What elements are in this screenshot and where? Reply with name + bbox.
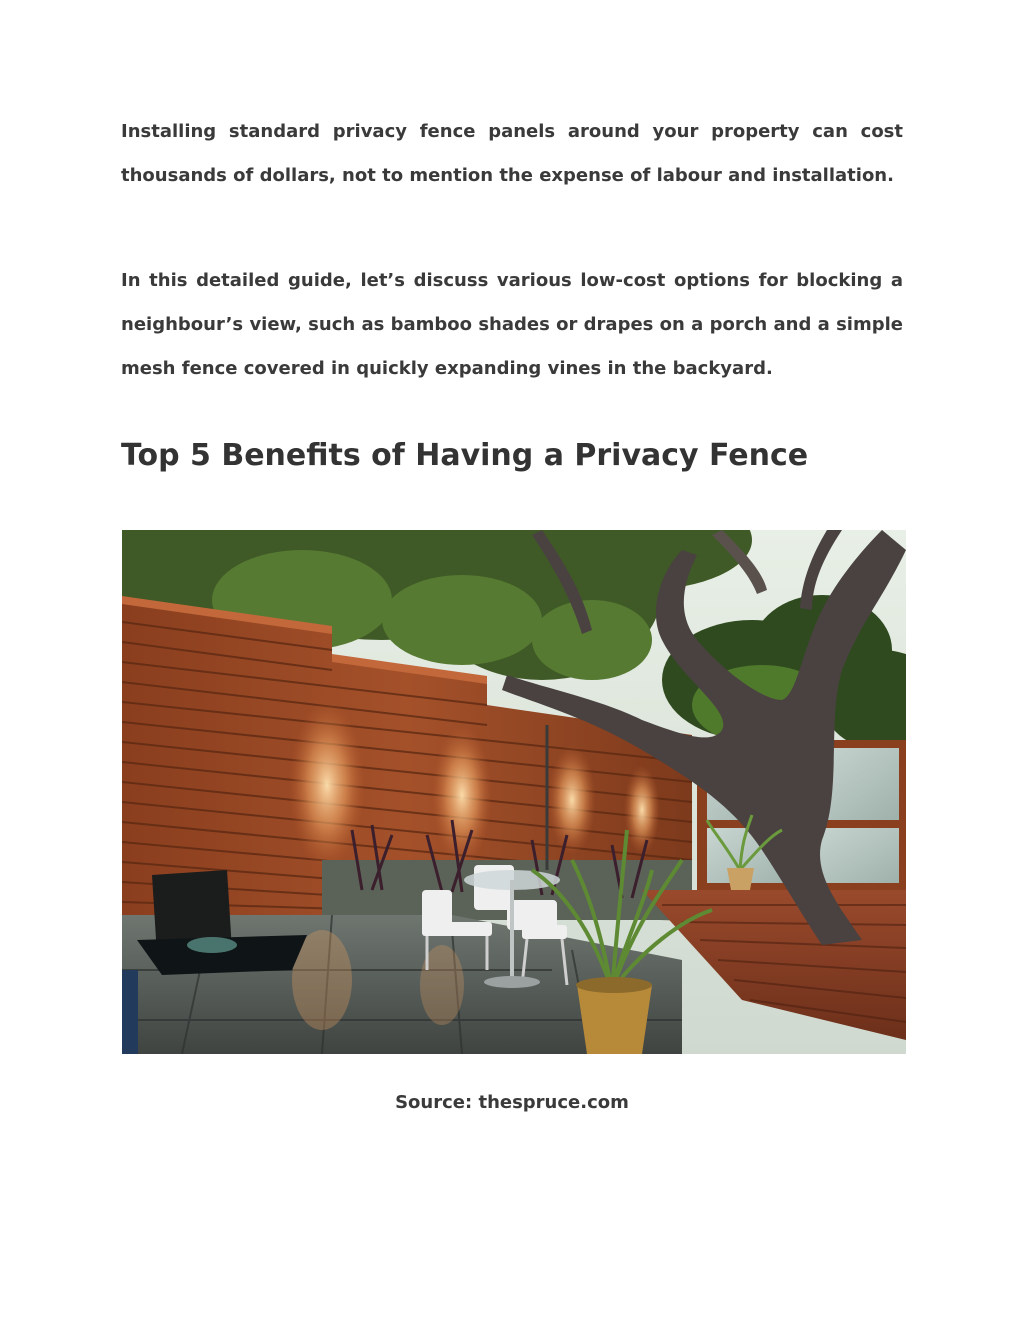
intro-paragraph: Installing standard privacy fence panels around your property can cost thousands of dollars, not to mention the expense of labour and installation.	[121, 121, 903, 186]
section-heading: Top 5 Benefits of Having a Privacy Fence	[121, 438, 809, 473]
guide-paragraph: In this detailed guide, let’s discuss various low-cost options for blocking a neighbour’s view, such as bamboo shades or drapes on a porch and a simple mesh fence covered in quickly expanding vines in the backyard.	[121, 270, 903, 379]
image-caption: Source: thespruce.com	[395, 1092, 629, 1113]
backyard-fence-photo	[122, 530, 906, 1054]
